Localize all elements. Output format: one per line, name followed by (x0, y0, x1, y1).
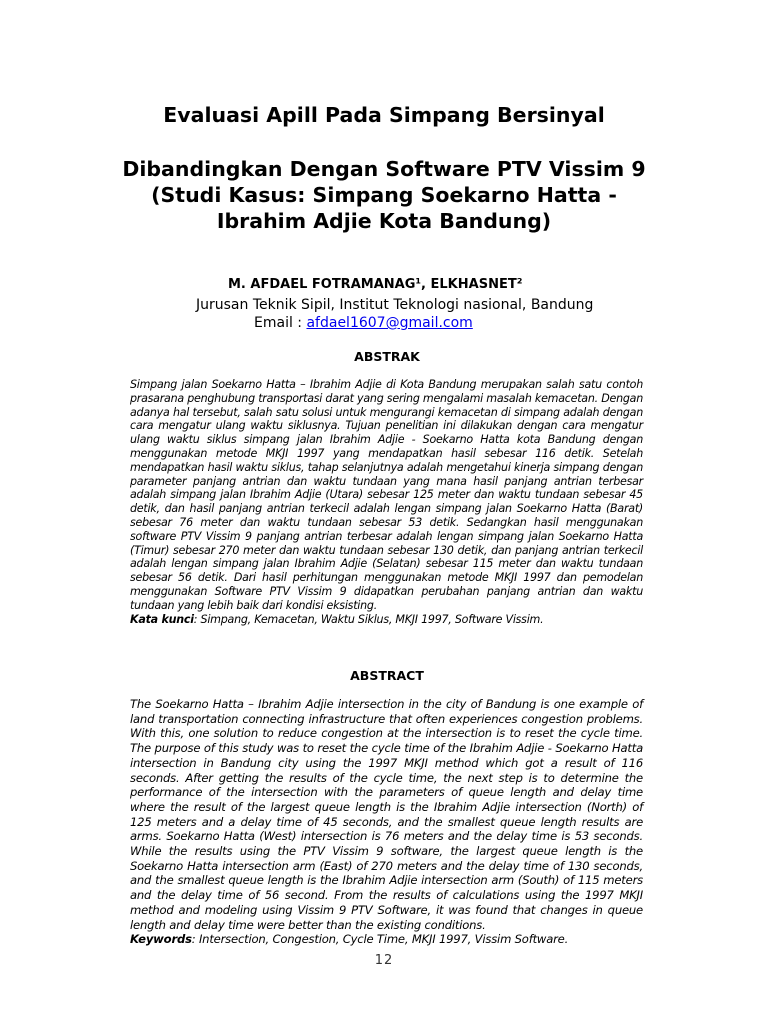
abstrak-heading: ABSTRAK (354, 349, 420, 364)
author-email (254, 314, 473, 332)
abstract-keywords-label: Keywords (130, 932, 192, 947)
abstrak-keywords-label: Kata kunci (130, 612, 194, 626)
page-number: 12 (374, 953, 394, 968)
author-affiliation: Jurusan Teknik Sipil, Institut Teknologi nasional, Bandung (196, 297, 594, 313)
abstract-keywords-text: : Intersection, Congestion, Cycle Time, MKJI 1997, Vissim Software. (191, 932, 569, 947)
abstrak-keywords (130, 613, 643, 627)
abstract-heading: ABSTRACT (350, 668, 424, 683)
email-label: Email : (254, 315, 307, 331)
author-names: M. AFDAEL FOTRAMANAG¹, ELKHASNET² (228, 277, 523, 292)
abstrak-section (130, 378, 643, 626)
abstrak-keywords-text: : Simpang, Kemacetan, Waktu Siklus, MKJI 1997, Software Vissim. (193, 612, 544, 626)
email-link[interactable]: afdael1607@gmail.com (306, 315, 473, 331)
abstract-body: The Soekarno Hatta – Ibrahim Adjie intersection in the city of Bandung is one example of land transportation connecting infrastructure that often experiences congestion problems. With this, one solution to reduce congestion at the intersection is to reset the cycle time. The purpose of this study was to reset the cycle time of the Ibrahim Adjie - Soekarno Hatta intersection in Bandung city using the 1997 MKJI method which got a result of 116 seconds. After getting the results of the cycle time, the next step is to determine the performance of the intersection with the parameters of queue length and delay time where the result of the largest queue length is the Ibrahim Adjie intersection (North) of 125 meters and a delay time of 45 seconds, and the smallest queue length results are arms. Soekarno Hatta (West) intersection is 76 meters and the delay time is 53 seconds. While the results using the PTV Vissim 9 software, the largest queue length is the Soekarno Hatta intersection arm (East) of 270 meters and the delay time of 130 seconds, and the smallest queue length is the Ibrahim Adjie intersection arm (South) of 115 meters and the delay time of 56 second. From the results of calculations using the 1997 MKJI method and modeling using Vissim 9 PTV Software, it was found that changes in queue length and delay time were better than the existing conditions. (130, 697, 643, 932)
abstrak-body: Simpang jalan Soekarno Hatta – Ibrahim Adjie di Kota Bandung merupakan salah satu contoh prasarana penghubung transportasi darat yang sering mengalami masalah kemacetan. Dengan adanya hal tersebut, salah satu solusi untuk mengurangi kemacetan di simpang adalah dengan cara mengatur ulang waktu siklusnya. Tujuan penelitian ini dilakukan dengan cara mengatur ulang waktu siklus simpang jalan Ibrahim Adjie - Soekarno Hatta kota Bandung dengan menggunakan metode MKJI 1997 yang mendapatkan hasil sebesar 116 detik. Setelah mendapatkan hasil waktu siklus, tahap selanjutnya adalah mengetahui kinerja simpang dengan parameter panjang antrian dan waktu tundaan yang mana hasil panjang antrian terbesar adalah simpang jalan Ibrahim Adjie (Utara) sebesar 125 meter dan waktu tundaan sebesar 45 detik, dan hasil panjang antrian terkecil adalah lengan simpang jalan Soekarno Hatta (Barat) sebesar 76 meter dan waktu tundaan sebesar 53 detik. Sedangkan hasil menggunakan software PTV Vissim 9 panjang antrian terbesar adalah lengan simpang jalan Soekarno Hatta (Timur) sebesar 270 meter dan waktu tundaan sebesar 130 detik, dan panjang antrian terkecil adalah lengan simpang jalan Ibrahim Adjie (Selatan) sebesar 115 meter dan waktu tundaan sebesar 56 detik. Dari hasil perhitungan menggunakan metode MKJI 1997 dan pemodelan menggunakan Software PTV Vissim 9 didapatkan perubahan panjang antrian dan waktu tundaan yang lebih baik dari kondisi eksisting. (130, 378, 643, 612)
abstract-keywords (130, 932, 643, 947)
abstract-section (130, 697, 643, 947)
paper-title: Evaluasi Apill Pada Simpang Bersinyal (163, 103, 605, 127)
paper-subtitle: Dibandingkan Dengan Software PTV Vissim 9 (Studi Kasus: Simpang Soekarno Hatta - Ibrahim Adjie Kota Bandung) (122, 157, 646, 233)
